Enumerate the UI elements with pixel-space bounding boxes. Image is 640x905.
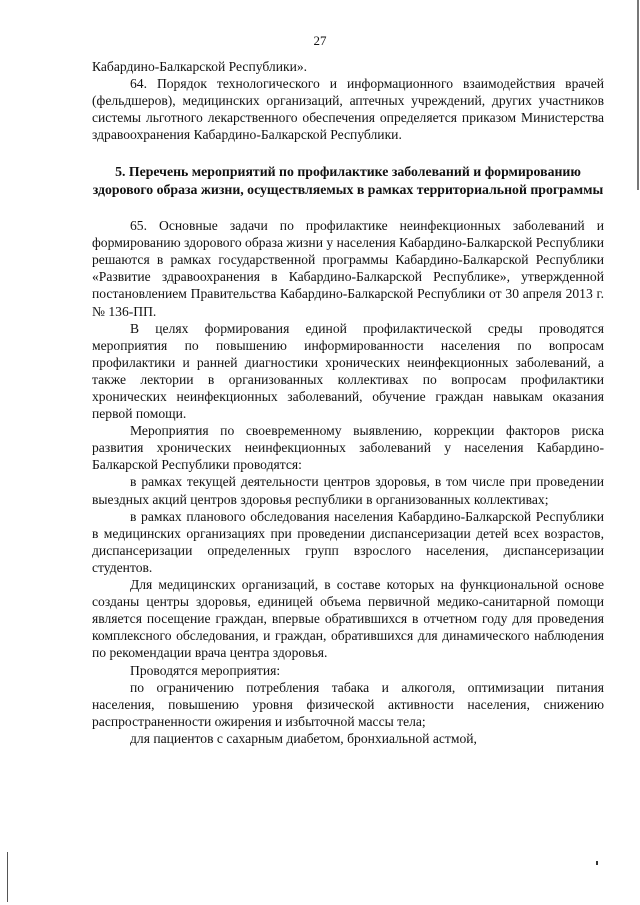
paragraph-64: 64. Порядок технологического и информационного взаимодействия врачей (фельдшеров), медицинских организаций, аптечных учреждений, других участников системы льготного лекарственного обеспечения определяется приказом Министерства здравоохранения Кабардино-Балкарской Республики. <box>92 76 604 143</box>
paragraph-planned-examination: в рамках планового обследования населения Кабардино-Балкарской Республики в медицинских организациях при проведении диспансеризации детей всех возрастов, диспансеризации определенных групп взрослого населения, диспансеризации студентов. <box>92 508 604 575</box>
paragraph-timely-detection: Мероприятия по своевременному выявлению, коррекции факторов риска развития хронических неинфекционных заболеваний у населения Кабардино-Балкарской Республики проводятся: <box>92 423 604 473</box>
paragraph-limitation-measures: по ограничению потребления табака и алкоголя, оптимизации питания населения, повышению уровня физической активности населения, снижению распространенности ожирения и избыточной массы тела; <box>92 679 604 729</box>
paragraph-patients: для пациентов с сахарным диабетом, бронхиальной астмой, <box>130 730 477 746</box>
paragraph-intro-continuation: Кабардино-Балкарской Республики». <box>92 59 308 74</box>
paragraph-activities-conducted: Проводятся мероприятия: <box>130 662 281 678</box>
document-body <box>92 58 604 747</box>
scan-edge-mark-left <box>7 852 8 902</box>
page-number: 27 <box>313 33 327 48</box>
paragraph-health-centers: в рамках текущей деятельности центров здоровья, в том числе при проведении выездных акций центров здоровья республики в организованных коллективах; <box>92 474 604 507</box>
scan-edge-mark-right <box>637 0 639 190</box>
section-heading: 5. Перечень мероприятий по профилактике заболеваний и формированию здорового образа жизни, осуществляемых в рамках территориальной программы <box>92 164 604 197</box>
paragraph-prevention-environment: В целях формирования единой профилактической среды проводятся мероприятия по повышению информированности населения по вопросам профилактики и ранней диагностики хронических неинфекционных заболеваний, а также лектории в организованных коллективах по вопросам профилактики хронических неинфекционных заболеваний, обучение граждан навыкам оказания первой помощи. <box>92 320 604 422</box>
paragraph-65: 65. Основные задачи по профилактике неинфекционных заболеваний и формированию здорового образа жизни у населения Кабардино-Балкарской Республики решаются в рамках государственной программы Кабардино-Балкарской Республики «Развитие здравоохранения в Кабардино-Балкарской Республике», утвержденной постановлением Правительства Кабардино-Балкарской Республики от 30 апреля 2013 г. № 136-ПП. <box>92 218 604 319</box>
scan-speck <box>596 861 598 865</box>
paragraph-medical-organizations: Для медицинских организаций, в составе которых на функциональной основе созданы центры здоровья, единицей объема первичной медико-санитарной помощи является посещение граждан, впервые обратившихся в отчетном году для проведения комплексного обследования, и граждан, обратившихся для динамического наблюдения по рекомендации врача центра здоровья. <box>92 577 604 661</box>
